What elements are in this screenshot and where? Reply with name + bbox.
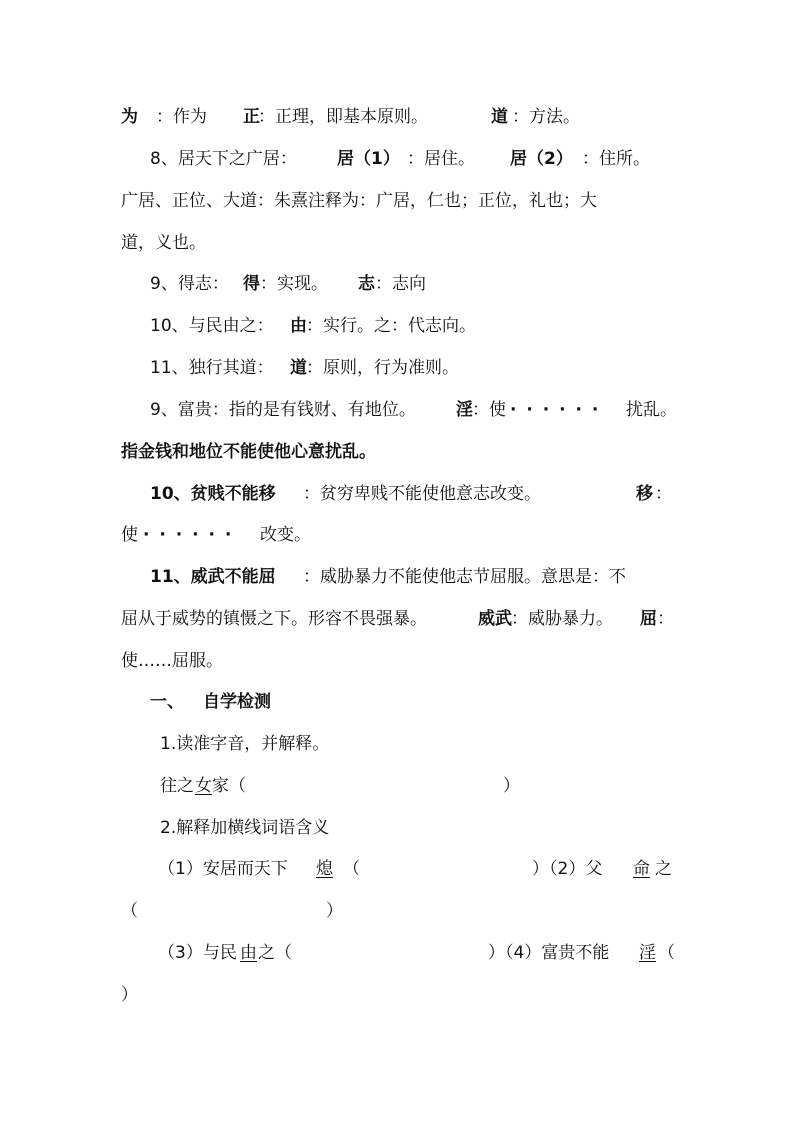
note-line	[0, 439, 794, 465]
term: 道	[491, 107, 508, 127]
answer-blank-close: ）	[503, 776, 520, 796]
section-number: 一、	[150, 692, 184, 712]
term: 屈	[640, 609, 657, 629]
entry-heading: 9、得志：	[150, 274, 229, 294]
term: 志	[358, 274, 375, 294]
answer-blank-open: （	[121, 901, 138, 921]
definition: ：方法。	[512, 107, 580, 127]
question-line	[0, 940, 794, 966]
definition: ：贫穷卑贱不能使他意志改变。	[303, 484, 541, 504]
note-line	[0, 104, 794, 130]
entry-heading: 10、与民由之：	[150, 316, 274, 336]
paragraph-text: 指金钱和地位不能使他心意扰乱。	[121, 442, 376, 462]
entry-heading: 11、独行其道：	[150, 358, 274, 378]
term: 居（1）	[337, 149, 400, 169]
term: 为	[121, 107, 138, 127]
paragraph-text: 屈从于威势的镇慑之下。形容不畏强暴。	[121, 609, 427, 629]
question-line	[0, 898, 794, 924]
answer-blank-open: （	[343, 859, 360, 879]
note-line	[0, 564, 794, 590]
definition: 扰乱。	[626, 400, 677, 420]
term: 移	[636, 484, 653, 504]
answer-blank-open: 家（	[212, 776, 246, 796]
entry-heading: 9、富贵：指的是有钱财、有地位。	[150, 400, 416, 420]
answer-blank-open: （	[658, 943, 675, 963]
definition: 改变。	[260, 525, 311, 545]
note-line	[0, 313, 794, 339]
underlined-word: 熄	[316, 859, 333, 879]
paragraph-text: 使……屈服。	[121, 651, 223, 671]
underlined-word: 由	[240, 943, 257, 963]
definition: ：使	[472, 400, 506, 420]
definition: ：正理，即基本原则。	[258, 107, 428, 127]
definition: 使	[121, 525, 138, 545]
answer-blank-close: ）	[326, 901, 343, 921]
section-title: 自学检测	[203, 692, 271, 712]
question-text: （1）安居而天下	[158, 859, 288, 879]
definition: ：居住。	[407, 149, 475, 169]
definition: ：志向	[375, 274, 426, 294]
question-text: 之	[655, 859, 672, 879]
underlined-word: 女	[195, 776, 212, 796]
entry-heading: 8、居天下之广居：	[150, 149, 297, 169]
term: 10、贫贱不能移	[150, 484, 276, 504]
term: 居（2）	[510, 149, 573, 169]
question-text: ）（4）富贵不能	[488, 943, 610, 963]
question-text: 往之	[160, 776, 194, 796]
question-line	[0, 856, 794, 882]
section-heading	[0, 689, 794, 715]
answer-blank-close: ）	[121, 985, 138, 1005]
question-line	[0, 773, 794, 799]
definition: ：威胁暴力不能使他志节屈服。意思是：不	[303, 567, 626, 587]
note-line	[0, 146, 794, 172]
note-line	[0, 481, 794, 507]
note-line	[0, 188, 794, 214]
underlined-word: 淫	[639, 943, 656, 963]
question-text: （3）与民	[158, 943, 237, 963]
definition: ：	[657, 609, 674, 629]
question-prompt: 1.读准字音，并解释。	[160, 734, 330, 754]
question-line	[0, 731, 794, 757]
note-line	[0, 271, 794, 297]
paragraph-text: 道，义也。	[121, 233, 206, 253]
ellipsis-dots: · · · · · ·	[510, 400, 601, 420]
definition: ：实行。之：代志向。	[306, 316, 476, 336]
definition: ：威胁暴力。	[511, 609, 613, 629]
question-line	[0, 815, 794, 841]
note-line	[0, 230, 794, 256]
term: 11、威武不能屈	[150, 567, 276, 587]
term: 淫	[456, 400, 473, 420]
term: 正	[243, 107, 260, 127]
definition: ：原则，行为准则。	[306, 358, 459, 378]
note-line	[0, 355, 794, 381]
definition: ：	[655, 484, 672, 504]
term: 得	[243, 274, 260, 294]
answer-blank-open: 之（	[258, 943, 292, 963]
note-line	[0, 522, 794, 548]
note-line	[0, 397, 794, 423]
term: 威武	[478, 609, 512, 629]
definition: ：实现。	[260, 274, 328, 294]
term: 道	[290, 358, 307, 378]
definition: ：住所。	[582, 149, 650, 169]
question-line	[0, 982, 794, 1008]
note-line	[0, 606, 794, 632]
question-prompt: 2.解释加横线词语含义	[160, 818, 330, 838]
definition: ：作为	[156, 107, 207, 127]
paragraph-text: 广居、正位、大道：朱熹注释为：广居，仁也；正位，礼也；大	[121, 191, 597, 211]
ellipsis-dots: · · · · · ·	[143, 525, 234, 545]
term: 由	[290, 316, 307, 336]
note-line	[0, 648, 794, 674]
question-text: ）（2）父	[532, 859, 603, 879]
underlined-word: 命	[633, 859, 650, 879]
